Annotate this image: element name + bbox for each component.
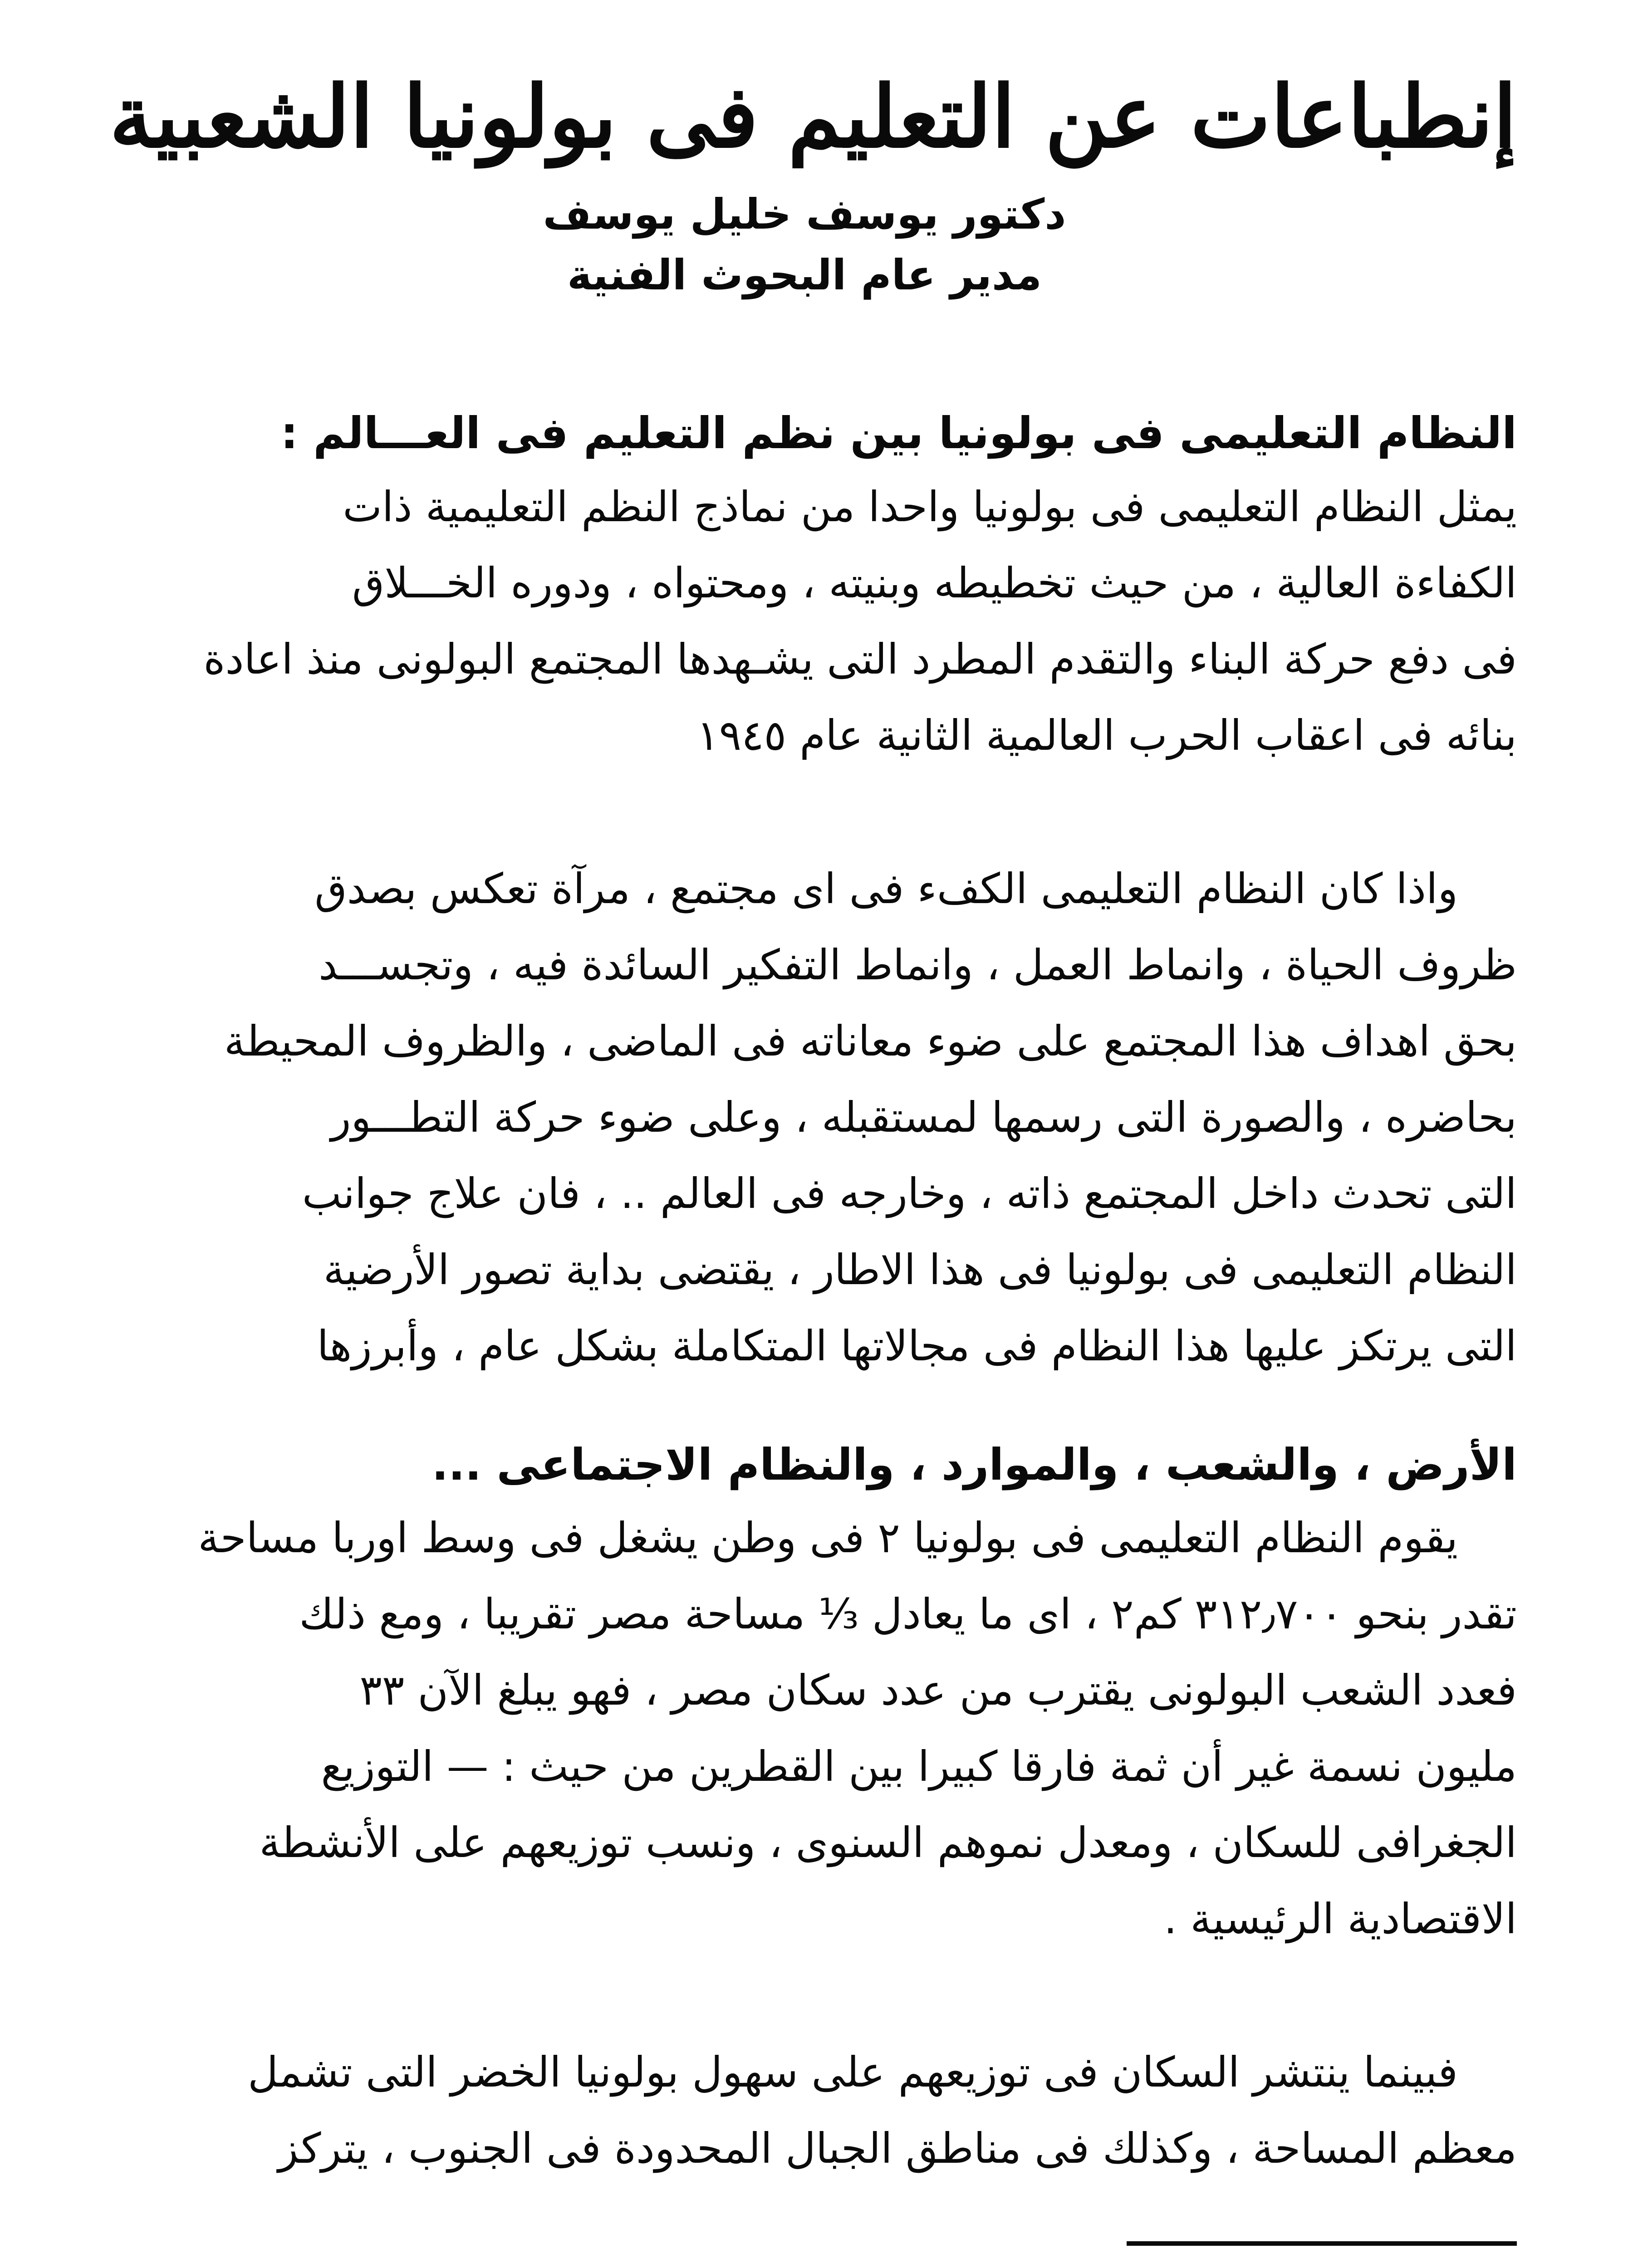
author-block (510, 184, 1099, 305)
paragraph-line: الكفاءة العالية ، من حيث تخطيطه وبنيته ، ومحتواه ، ودوره الخـــلاق (352, 559, 1517, 608)
paragraph-line: فعدد الشعب البولونى يقترب من عدد سكان مصر ، فهو يبلغ الآن ٣٣ (359, 1666, 1517, 1715)
paragraph-line: النظام التعليمى فى بولونيا فى هذا الاطار ، يقتضى بداية تصور الأرضية (323, 1246, 1517, 1295)
footnote-separator (111, 2241, 1517, 2246)
document-title: إنطباعات عن التعليم فى بولونيا الشعبية (109, 67, 1517, 167)
paragraph-line: معظم المساحة ، وكذلك فى مناطق الجبال المحدودة فى الجنوب ، يتركز (278, 2124, 1517, 2173)
paragraph-line: واذا كان النظام التعليمى الكفء فى اى مجتمع ، مرآة تعكس بصدق (314, 865, 1458, 914)
paragraph-mirror (111, 851, 1517, 1384)
paragraph-population (111, 2034, 1517, 2187)
paragraph-line: بحق اهداف هذا المجتمع على ضوء معاناته فى الماضى ، والظروف المحيطة (224, 1017, 1517, 1066)
paragraph-line: بنائه فى اعقاب الحرب العالمية الثانية عام ١٩٤٥ (696, 711, 1517, 760)
paragraph-line: مليون نسمة غير أن ثمة فارقا كبيرا بين القطرين من حيث : — التوزيع (321, 1742, 1517, 1791)
author-name: دكتور يوسف خليل يوسف (543, 190, 1066, 239)
footnote-rule (1127, 2241, 1517, 2246)
paragraph-line: الجغرافى للسكان ، ومعدل نموهم السنوى ، ونسب توزيعهم على الأنشطة (259, 1818, 1517, 1867)
paragraph-line: فبينما ينتشر السكان فى توزيعهم على سهول بولونيا الخضر التى تشمل (248, 2048, 1458, 2097)
paragraph-line: التى تحدث داخل المجتمع ذاته ، وخارجه فى العالم .. ، فان علاج جوانب (302, 1169, 1517, 1218)
paragraph-line: بحاضره ، والصورة التى رسمها لمستقبله ، وعلى ضوء حركة التطـــور (331, 1093, 1517, 1142)
paragraph-line: الاقتصادية الرئيسية . (1163, 1894, 1517, 1943)
paragraph-geography (111, 1500, 1517, 1957)
paragraph-line: ظروف الحياة ، وانماط العمل ، وانماط التفكير السائدة فيه ، وتجســـد (319, 941, 1517, 990)
paragraph-line: يمثل النظام التعليمى فى بولونيا واحدا من نماذج النظم التعليمية ذات (343, 483, 1517, 532)
paragraph-line: تقدر بنحو ٣١٢٫٧٠٠ كم٢ ، اى ما يعادل ⅓ مساحة مصر تقريبا ، ومع ذلك (299, 1589, 1517, 1638)
author-position: مدير عام البحوث الفنية (567, 250, 1042, 299)
paragraph-line: يقوم النظام التعليمى فى بولونيا ٢ فى وطن يشغل فى وسط اوربا مساحة (198, 1513, 1458, 1562)
paragraph-line: التى يرتكز عليها هذا النظام فى مجالاتها المتكاملة بشكل عام ، وأبرزها (317, 1322, 1517, 1371)
paragraph-line: فى دفع حركة البناء والتقدم المطرد التى يشـهدها المجتمع البولونى منذ اعادة (203, 635, 1517, 684)
section-heading-land-people: الأرض ، والشعب ، والموارد ، والنظام الاجتماعى ... (432, 1439, 1517, 1491)
section-heading-education-system: النظام التعليمى فى بولونيا بين نظم التعليم فى العـــالم : (280, 407, 1517, 459)
paragraph-intro (111, 469, 1517, 774)
